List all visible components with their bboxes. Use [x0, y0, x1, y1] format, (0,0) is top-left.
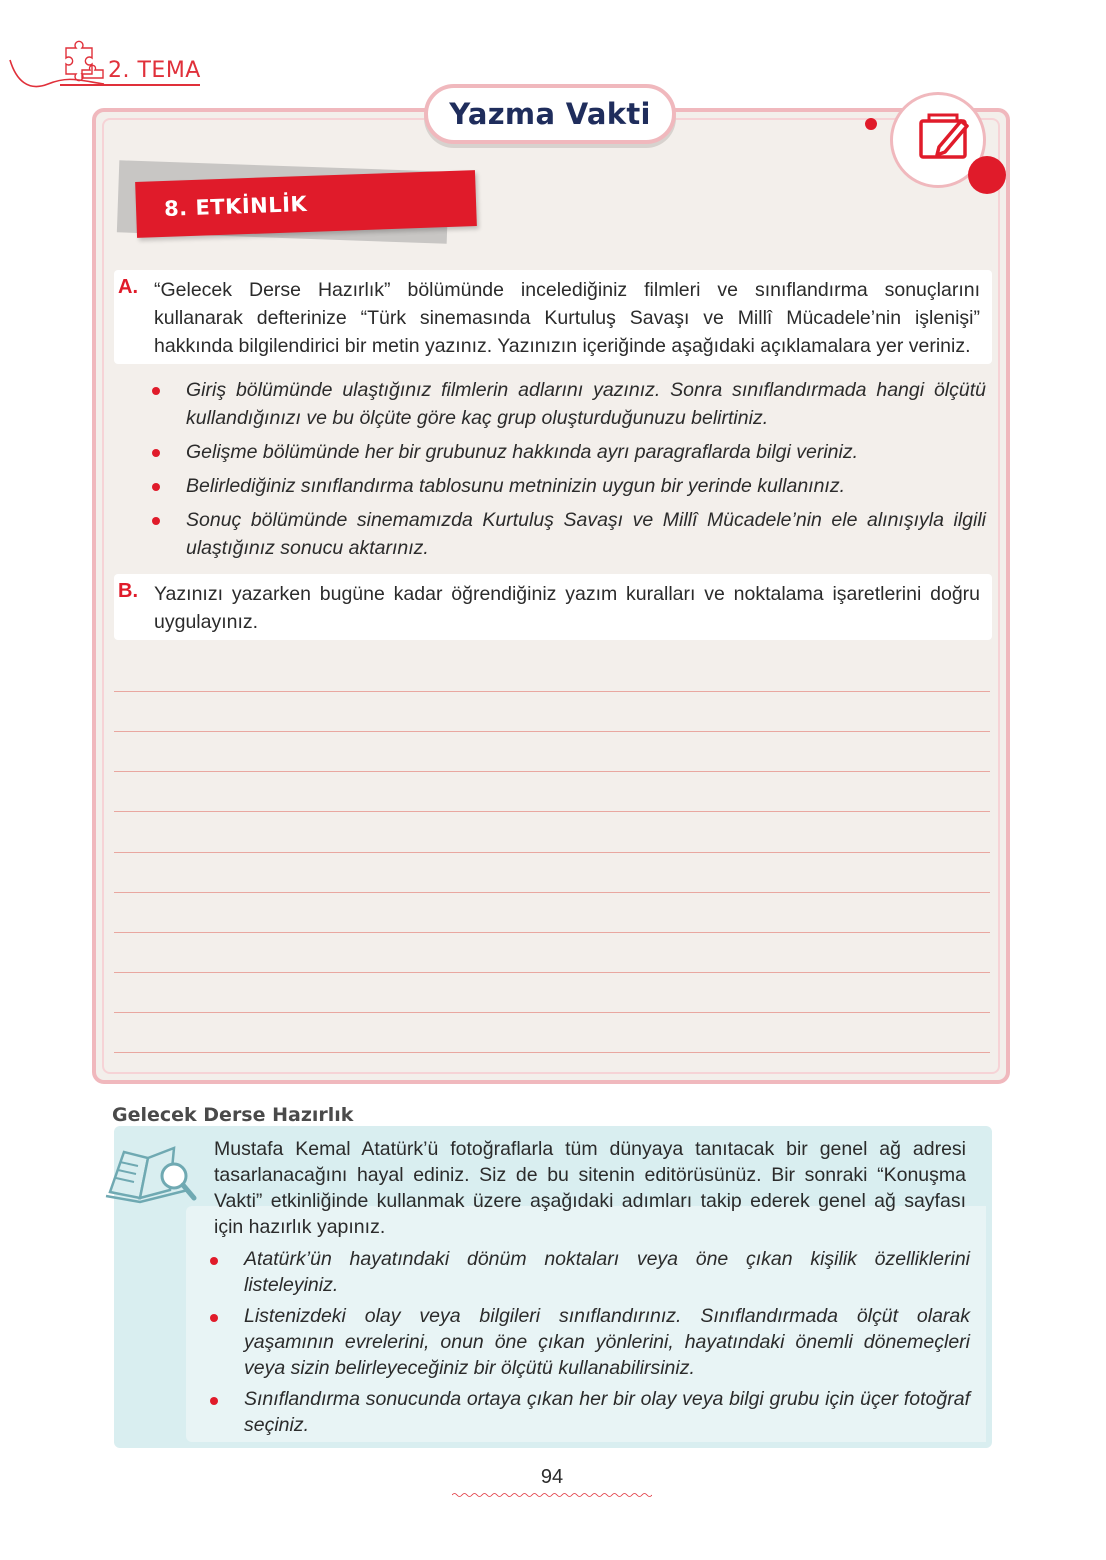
writing-line[interactable]: [114, 892, 990, 893]
decor-dot-large: [968, 156, 1006, 194]
book-magnifier-icon: [104, 1132, 200, 1206]
list-item: [186, 438, 986, 466]
theme-label: 2. TEMA: [108, 58, 201, 83]
preparation-bullet-list: [244, 1246, 970, 1443]
writing-line[interactable]: [114, 972, 990, 973]
preparation-instruction: Mustafa Kemal Atatürk’ü fotoğraflarla tüm dünyaya tanıtacak bir genel ağ adresi tasarlanacağını hayal ediniz. Siz de bu sitenin editörüsünüz. Bir sonraki “Konuşma Vakti” etkinliğinde kullanmak üzere aşağıdaki adımları takip ederek genel ağ sayfası için hazırlık yapınız.: [214, 1138, 966, 1238]
list-item-text: Sonuç bölümünde sinemamızda Kurtuluş Savaşı ve Millî Mücadele’nin ele alınışıyla ilgili ulaştığınız sonucu aktarınız.: [186, 509, 986, 559]
writing-line[interactable]: [114, 691, 990, 692]
part-b-letter: B.: [118, 580, 138, 602]
list-item: [186, 376, 986, 432]
list-item: [186, 506, 986, 562]
part-a-bullet-list: [186, 376, 986, 568]
list-item-text: Listenizdeki olay veya bilgileri sınıflandırınız. Sınıflandırmada ölçüt olarak yaşamının evrelerini, onun öne çıkan yönlerini, hayatındaki önemli dönemeçleri veya sizin belirleyeceğiniz bir ölçütü kullanabilirsiniz.: [244, 1305, 970, 1379]
part-b-instruction: Yazınızı yazarken bugüne kadar öğrendiğiniz yazım kuralları ve noktalama işaretlerini doğru uygulayınız.: [154, 583, 980, 633]
puzzle-deco-icon: [8, 40, 118, 102]
bullet-dot-icon: [152, 449, 160, 457]
theme-underline: [60, 84, 200, 86]
section-title: Yazma Vakti: [449, 97, 651, 131]
writing-line[interactable]: [114, 731, 990, 732]
bullet-dot-icon: [210, 1257, 218, 1265]
bullet-dot-icon: [152, 387, 160, 395]
part-a-instruction: “Gelecek Derse Hazırlık” bölümünde incelediğiniz filmleri ve sınıflandırma sonuçlarını kullanarak defterinize “Türk sinemasında Kurtuluş Savaşı ve Millî Mücadele’nin işlenişi” hakkında bilgilendirici bir metin yazınız. Yazınızın içeriğinde aşağıdaki açıklamalara yer veriniz.: [154, 279, 980, 357]
bullet-dot-icon: [152, 517, 160, 525]
list-item: [244, 1303, 970, 1381]
list-item-text: Belirlediğiniz sınıflandırma tablosunu metninizin uygun bir yerinde kullanınız.: [186, 475, 846, 497]
page-number: 94: [540, 1466, 564, 1488]
list-item-text: Giriş bölümünde ulaştığınız filmlerin adlarını yazınız. Sonra sınıflandırmada hangi ölçütü kullandığınızı ve bu ölçüte göre kaç grup oluşturduğunuzu belirtiniz.: [186, 379, 986, 429]
list-item: [244, 1246, 970, 1298]
list-item: [186, 472, 986, 500]
writing-line[interactable]: [114, 1052, 990, 1053]
writing-line[interactable]: [114, 771, 990, 772]
writing-line[interactable]: [114, 932, 990, 933]
part-a-letter: A.: [118, 276, 138, 298]
writing-line[interactable]: [114, 1012, 990, 1013]
bullet-dot-icon: [152, 483, 160, 491]
list-item-text: Sınıflandırma sonucunda ortaya çıkan her bir olay veya bilgi grubu için üçer fotoğraf seçiniz.: [244, 1388, 970, 1436]
bullet-dot-icon: [210, 1397, 218, 1405]
page-number-underline: [452, 1492, 652, 1498]
section-title-pill: [424, 84, 676, 144]
activity-banner: [135, 170, 477, 238]
decor-dot-small: [865, 118, 877, 130]
list-item: [244, 1386, 970, 1438]
writing-line[interactable]: [114, 811, 990, 812]
writing-line[interactable]: [114, 852, 990, 853]
preparation-title: Gelecek Derse Hazırlık: [112, 1104, 354, 1126]
bullet-dot-icon: [210, 1314, 218, 1322]
list-item-text: Atatürk’ün hayatındaki dönüm noktaları veya öne çıkan kişilik özelliklerini listeleyiniz.: [244, 1248, 970, 1296]
list-item-text: Gelişme bölümünde her bir grubunuz hakkında ayrı paragraflarda bilgi veriniz.: [186, 441, 859, 463]
activity-label: 8. ETKİNLİK: [163, 191, 308, 221]
